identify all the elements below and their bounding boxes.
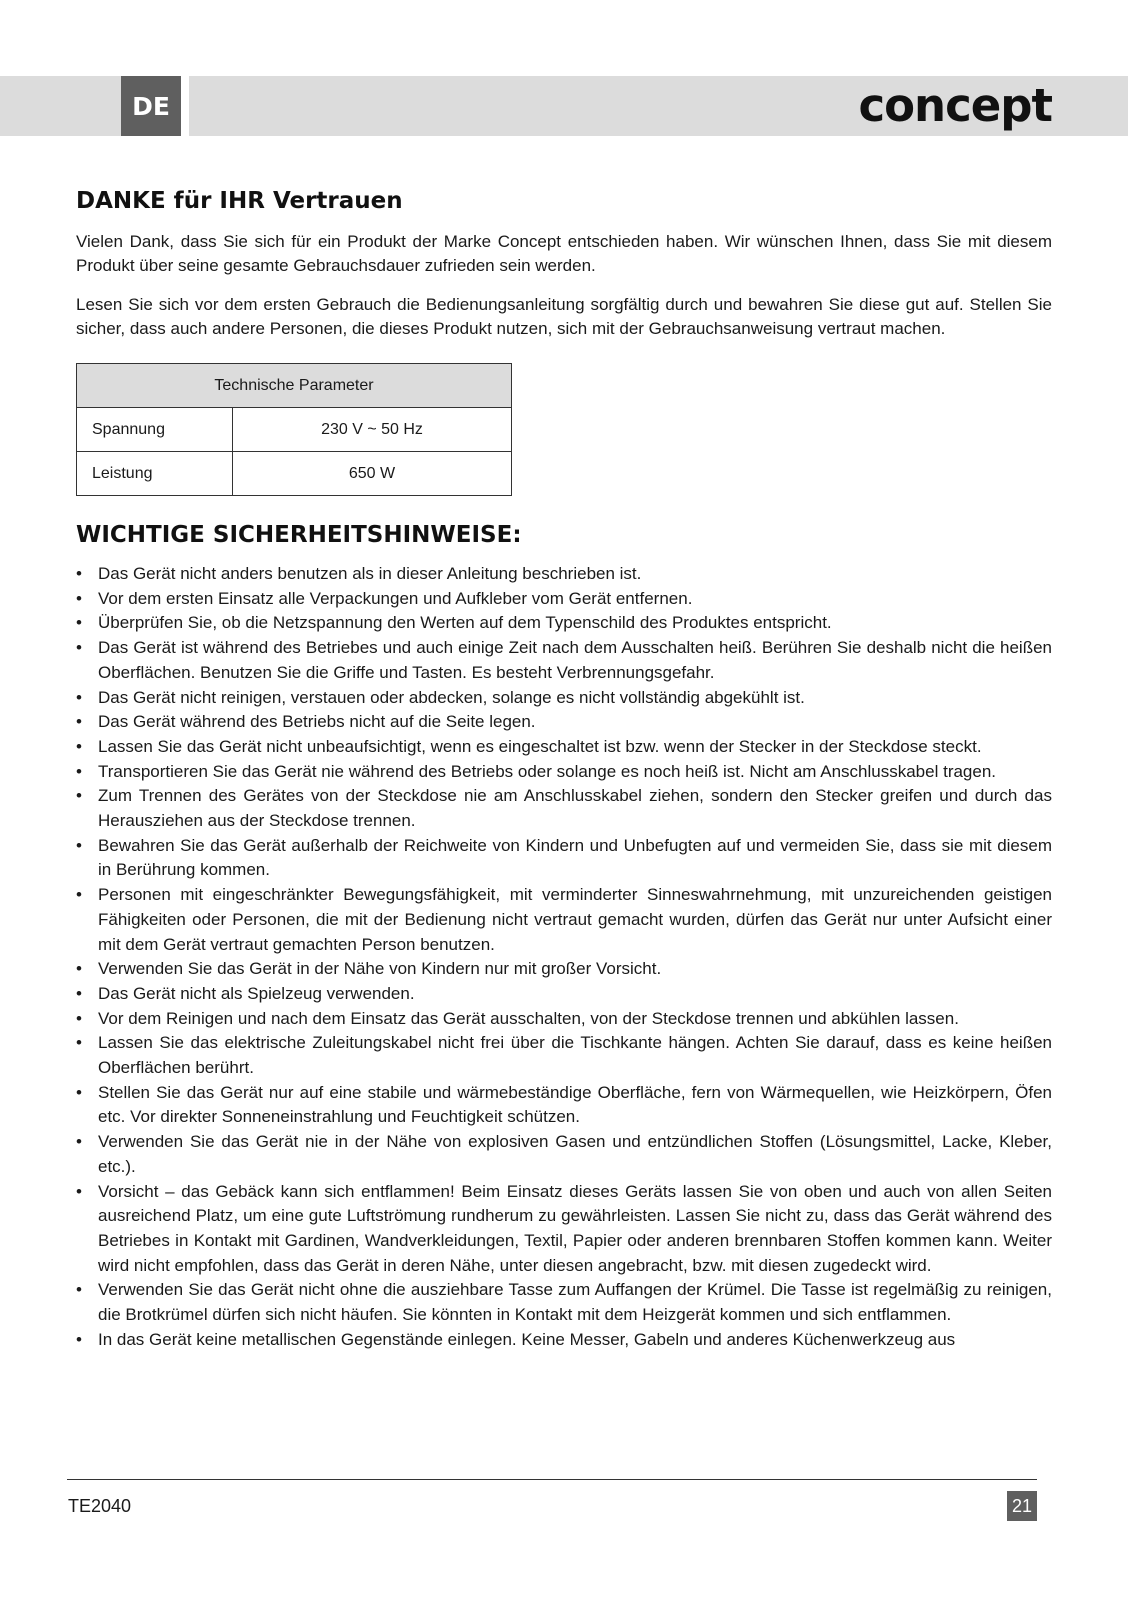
table-row [77, 452, 512, 496]
list-item: • Das Gerät nicht anders benutzen als in dieser Anleitung beschrieben ist. [76, 562, 1052, 587]
list-item: • Lassen Sie das elektrische Zuleitungskabel nicht frei über die Tischkante hängen. Achten Sie darauf, dass es keine heißen Oberflächen berührt. [76, 1031, 1052, 1080]
list-item: • Vor dem ersten Einsatz alle Verpackungen und Aufkleber vom Gerät entfernen. [76, 587, 1052, 612]
footer-divider [67, 1479, 1037, 1480]
list-item: • Das Gerät ist während des Betriebes und auch einige Zeit nach dem Ausschalten heiß. Berühren Sie deshalb nicht die heißen Oberflächen. Benutzen Sie die Griffe und Tasten. Es besteht Verbrennungsgefahr. [76, 636, 1052, 685]
technical-parameters-table [76, 363, 512, 496]
param-label: Leistung [77, 452, 233, 496]
list-item: • Verwenden Sie das Gerät nicht ohne die ausziehbare Tasse zum Auffangen der Krümel. Die Tasse ist regelmäßig zu reinigen, die Brotkrümel dürfen sich nicht häufen. Sie könnten in Kontakt mit dem Heizgerät kommen und sich entflammen. [76, 1278, 1052, 1327]
list-item: • Transportieren Sie das Gerät nie während des Betriebs oder solange es noch heiß ist. Nicht am Anschlusskabel tragen. [76, 760, 1052, 785]
safety-list [76, 562, 1052, 1353]
list-item: • Das Gerät nicht reinigen, verstauen oder abdecken, solange es nicht vollständig abgekühlt ist. [76, 686, 1052, 711]
language-badge: DE [121, 76, 181, 136]
list-item: • Verwenden Sie das Gerät nie in der Nähe von explosiven Gasen und entzündlichen Stoffen (Lösungsmittel, Lacke, Kleber, etc.). [76, 1130, 1052, 1179]
list-item: • Stellen Sie das Gerät nur auf eine stabile und wärmebeständige Oberfläche, fern von Wärmequellen, wie Heizkörpern, Öfen etc. Vor direkter Sonneneinstrahlung und Feuchtigkeit schützen. [76, 1081, 1052, 1130]
list-item: • Überprüfen Sie, ob die Netzspannung den Werten auf dem Typenschild des Produktes entspricht. [76, 611, 1052, 636]
list-item: • Bewahren Sie das Gerät außerhalb der Reichweite von Kindern und Unbefugten auf und vermeiden Sie, dass sie mit diesem in Berührung kommen. [76, 834, 1052, 883]
intro-title: DANKE für IHR Vertrauen [76, 188, 403, 214]
page-number: 21 [1007, 1491, 1037, 1521]
intro-paragraph: Vielen Dank, dass Sie sich für ein Produkt der Marke Concept entschieden haben. Wir wünschen Ihnen, dass Sie mit diesem Produkt über seine gesamte Gebrauchsdauer zufrieden sein werden. [76, 232, 1052, 275]
list-item: • Das Gerät nicht als Spielzeug verwenden. [76, 982, 1052, 1007]
brand-logo: concept [858, 79, 1052, 132]
table-header: Technische Parameter [77, 364, 512, 408]
list-item: • Das Gerät während des Betriebs nicht auf die Seite legen. [76, 710, 1052, 735]
list-item: • Lassen Sie das Gerät nicht unbeaufsichtigt, wenn es eingeschaltet ist bzw. wenn der Stecker in der Steckdose steckt. [76, 735, 1052, 760]
list-item: • Verwenden Sie das Gerät in der Nähe von Kindern nur mit großer Vorsicht. [76, 957, 1052, 982]
list-item: • Zum Trennen des Gerätes von der Steckdose nie am Anschlusskabel ziehen, sondern den Stecker greifen und durch das Herausziehen aus der Steckdose trennen. [76, 784, 1052, 833]
intro-paragraph: Lesen Sie sich vor dem ersten Gebrauch die Bedienungsanleitung sorgfältig durch und bewahren Sie diese gut auf. Stellen Sie sicher, dass auch andere Personen, die dieses Produkt nutzen, sich mit der Gebrauchsanweisung vertraut machen. [76, 295, 1052, 338]
safety-title: WICHTIGE SICHERHEITSHINWEISE: [76, 522, 522, 548]
header-separator [181, 76, 189, 136]
list-item: • Personen mit eingeschränkter Bewegungsfähigkeit, mit verminderter Sinneswahrnehmung, mit unzureichenden geistigen Fähigkeiten oder Personen, die mit der Bedienung nicht vertraut gemacht wurden, dürfen das Gerät nur unter Aufsicht einer mit dem Gerät vertraut gemachten Person benutzen. [76, 883, 1052, 957]
list-item: • Vor dem Reinigen und nach dem Einsatz das Gerät ausschalten, von der Steckdose trennen und abkühlen lassen. [76, 1007, 1052, 1032]
table-row [77, 408, 512, 452]
page-content [76, 188, 1052, 1353]
table-header-row [77, 364, 512, 408]
param-value: 230 V ~ 50 Hz [233, 408, 512, 452]
list-item: • Vorsicht – das Gebäck kann sich entflammen! Beim Einsatz dieses Geräts lassen Sie von oben und auch von allen Seiten ausreichend Platz, um eine gute Luftströmung rundherum zu gewährleisten. Lassen Sie nicht zu, dass das Gerät während des Betriebes in Kontakt mit Gardinen, Wandverkleidungen, Textil, Papier oder anderen brennbaren Stoffen kommen kann. Weiter wird nicht empfohlen, dass das Gerät in deren Nähe, unter diesen angebracht, bzw. mit diesen zugedeckt wird. [76, 1180, 1052, 1279]
param-label: Spannung [77, 408, 233, 452]
model-number: TE2040 [68, 1496, 132, 1516]
param-value: 650 W [233, 452, 512, 496]
list-item: • In das Gerät keine metallischen Gegenstände einlegen. Keine Messer, Gabeln und anderes Küchenwerkzeug aus [76, 1328, 1052, 1353]
